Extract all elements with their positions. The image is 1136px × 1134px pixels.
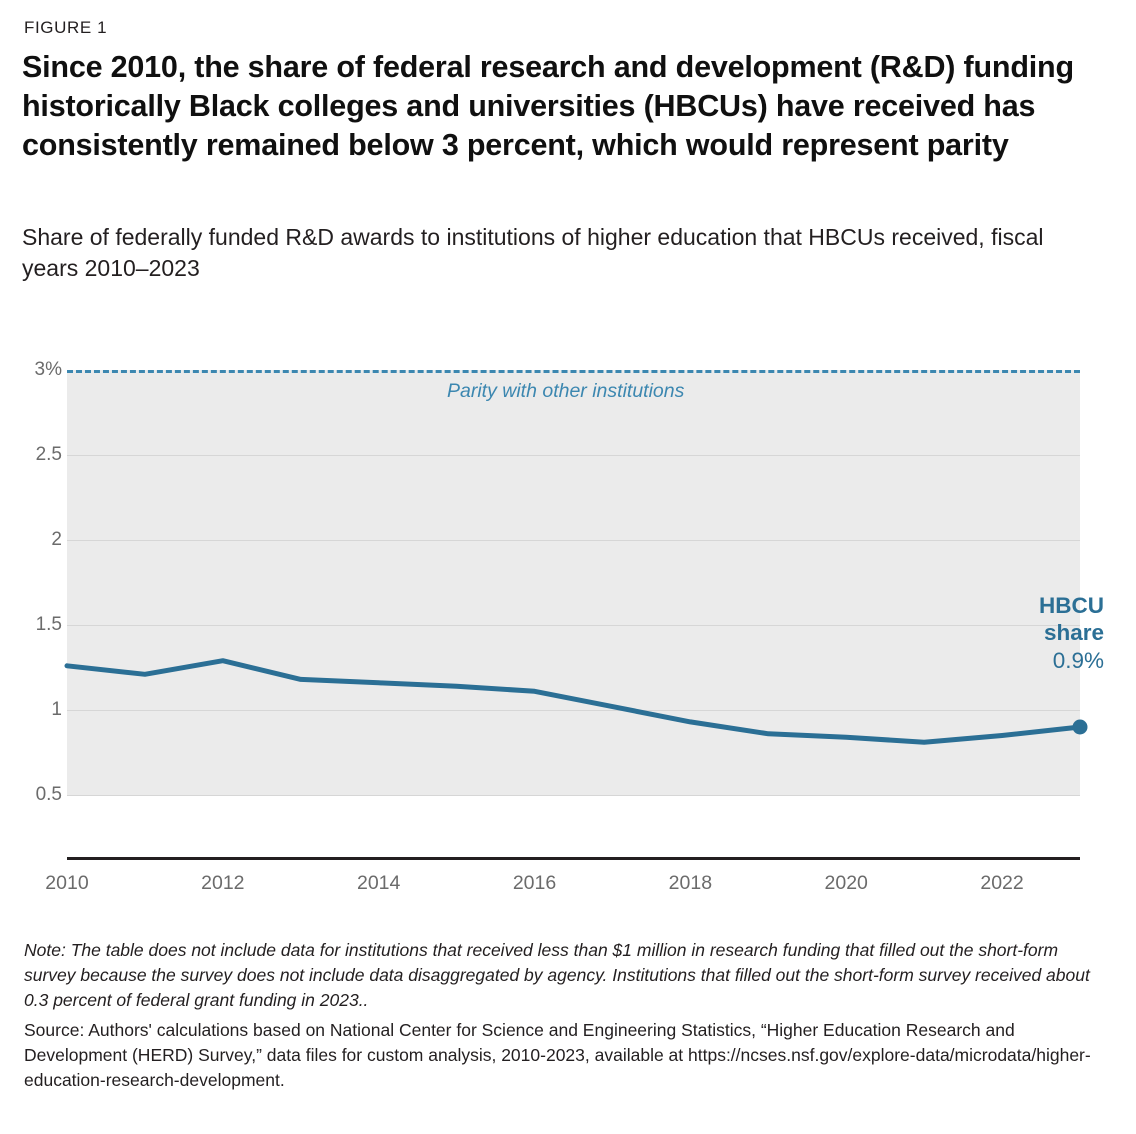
chart [0, 330, 1136, 920]
plot-area [67, 370, 1080, 795]
y-tick-label: 2.5 [35, 444, 62, 465]
x-tick-label: 2014 [356, 872, 401, 894]
y-tick-label: 0.5 [35, 784, 62, 805]
gridline [67, 795, 1080, 796]
series-callout-value: 0.9% [1052, 648, 1104, 674]
x-tick-label: 2010 [45, 872, 89, 894]
y-tick-label: 2 [51, 529, 62, 550]
chart-subtitle: Share of federally funded R&D awards to institutions of higher education that HBCUs received, fiscal years 2010–2023 [22, 224, 1044, 281]
page-title: Since 2010, the share of federal research and development (R&D) funding historically Black colleges and universities (HBCUs) have received has consistently remained below 3 percent, which would represent parity [22, 50, 1074, 163]
series-endpoint-marker [1073, 720, 1088, 735]
x-tick-label: 2020 [824, 872, 868, 894]
series-callout-name-line1: HBCU [1039, 593, 1104, 618]
series-line-hbcu-share [67, 370, 1080, 795]
x-tick-label: 2022 [980, 872, 1024, 894]
x-tick-label: 2018 [668, 872, 713, 894]
figure-label: FIGURE 1 [24, 18, 108, 37]
series-callout-name-line2: share [1043, 619, 1104, 645]
chart-source: Source: Authors' calculations based on National Center for Science and Engineering Statistics, “Higher Education Research and Development (HERD) Survey,” data files for custom analysis, 2010-2023, available at https://ncses.nsf.gov/explore-data/microdata/higher-education-research-development. [24, 1020, 1091, 1090]
x-axis-line [67, 857, 1080, 860]
y-tick-label: 3% [34, 359, 62, 380]
x-tick-label: 2016 [512, 872, 557, 894]
chart-note: Note: The table does not include data for institutions that received less than $1 million in research funding that filled out the short-form survey because the survey does not include data disaggregated by agency. Institutions that filled out the short-form survey received about 0.3 percent of federal grant funding in 2023.. [24, 940, 1090, 1010]
y-tick-label: 1.5 [35, 614, 62, 635]
parity-annotation: Parity with other institutions [447, 380, 685, 402]
y-axis [0, 359, 62, 805]
x-tick-label: 2012 [201, 872, 245, 894]
y-tick-label: 1 [51, 699, 62, 720]
series-callout [1039, 593, 1104, 675]
